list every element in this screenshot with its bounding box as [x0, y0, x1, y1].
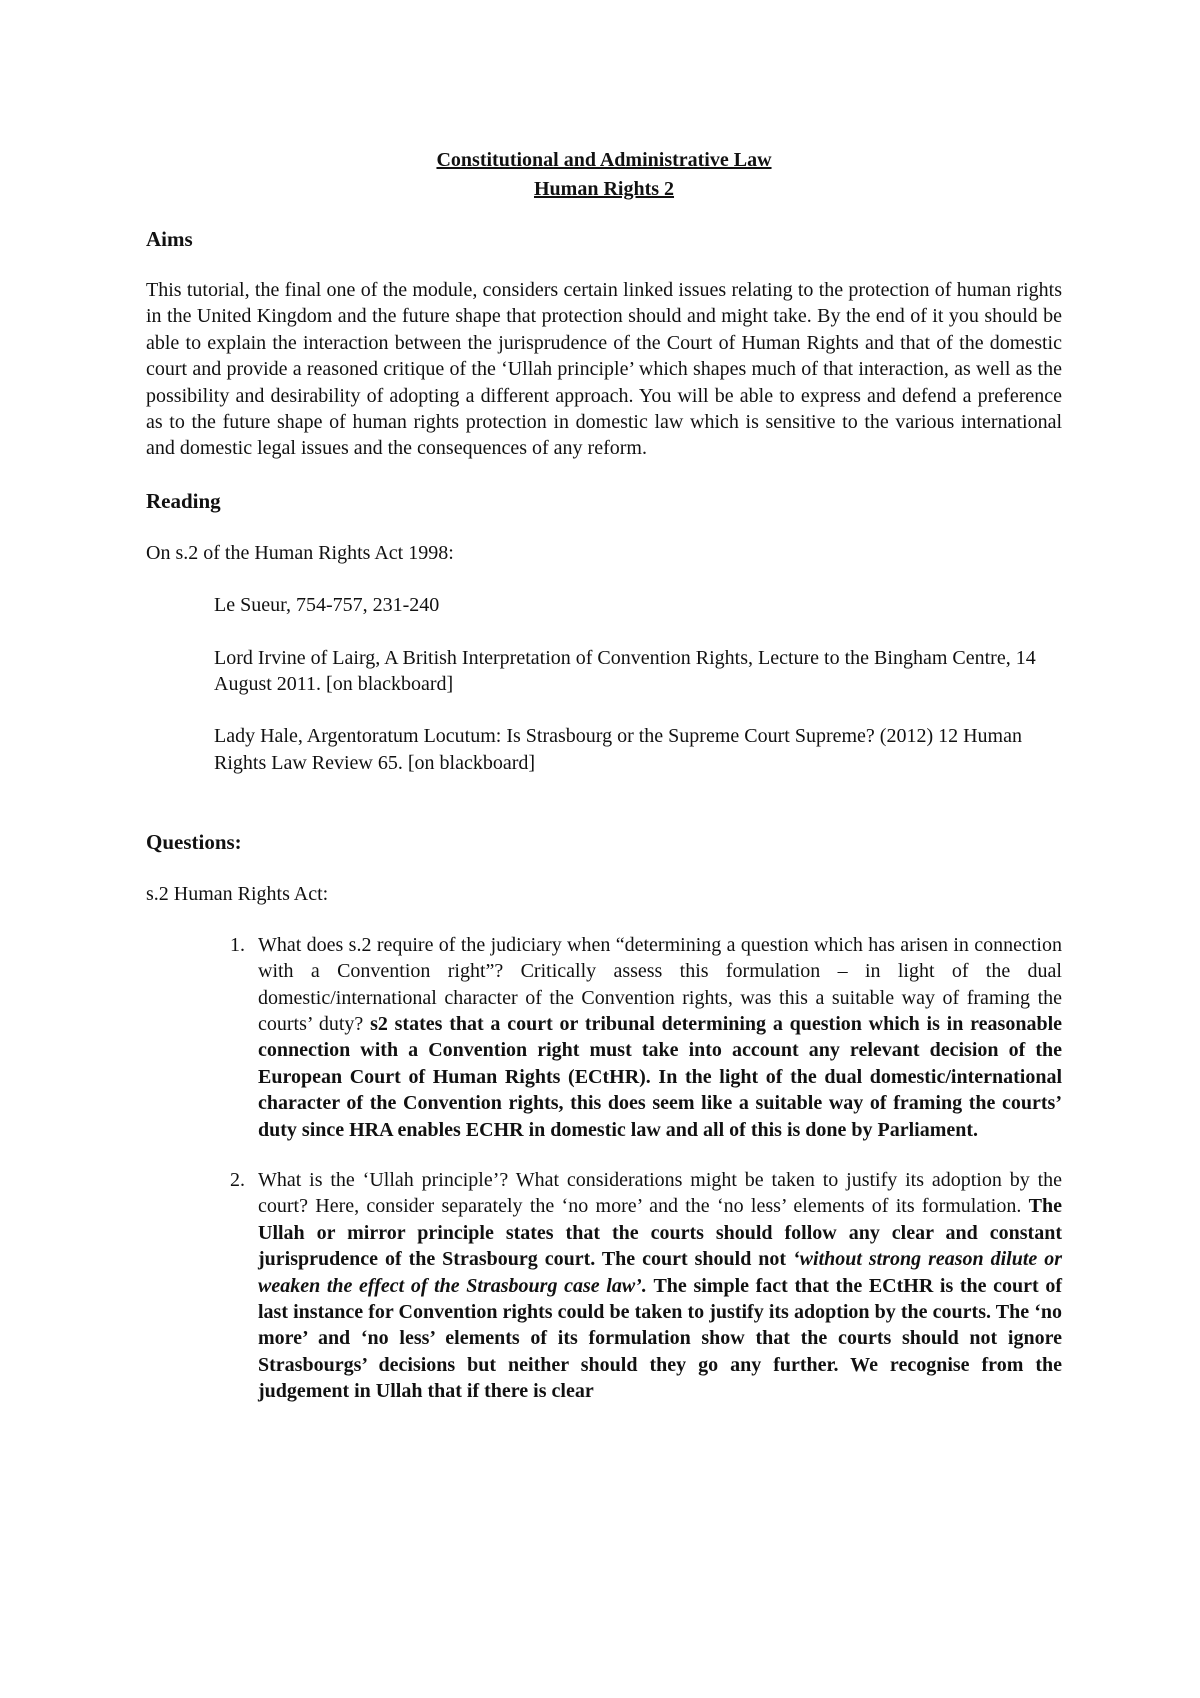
answer-text: s2 states that a court or tribunal determining a question which is in reasonable connection with a Convention right must take into account any relevant decision of the European Court of Human Rights (ECtHR). In the light of the dual domestic/international character of the Convention rights, this does seem like a suitable way of framing the courts’ duty since HRA enables ECHR in domestic law and all of this is done by Parliament. — [258, 1012, 1063, 1141]
question-item — [250, 1167, 1062, 1405]
answer-text: The Ullah or mirror principle states that the courts should follow any clear and constant jurisprudence of the Strasbourg court. The court should not — [258, 1195, 1062, 1271]
document-title — [146, 146, 1062, 204]
reading-heading: Reading — [146, 488, 221, 513]
questions-list — [146, 932, 1062, 1405]
reading-item: Le Sueur, 754-757, 231-240 — [214, 594, 440, 617]
reading-item: Lord Irvine of Lairg, A British Interpretation of Convention Rights, Lecture to the Bingham Centre, 14 August 2011. [on blackboard] — [214, 646, 1036, 696]
title-line-1: Constitutional and Administrative Law — [436, 149, 772, 171]
aims-heading: Aims — [146, 227, 193, 251]
reading-intro: On s.2 of the Human Rights Act 1998: — [146, 541, 454, 564]
reading-item: Lady Hale, Argentoratum Locutum: Is Strasbourg or the Supreme Court Supreme? (2012) 12 Human Rights Law Review 65. [on blackboard] — [214, 725, 1022, 774]
questions-heading: Questions: — [146, 830, 242, 855]
question-item — [250, 932, 1062, 1143]
question-text: What is the ‘Ullah principle’? What considerations might be taken to justify its adoption by the court? Here, consider separately the ‘no more’ and the ‘no less’ elements of its formulation. — [258, 1168, 1062, 1218]
aims-paragraph: This tutorial, the final one of the module, considers certain linked issues relating to the protection of human rights in the United Kingdom and the future shape that protection should and might take. By the end of it you should be able to explain the interaction between the jurisprudence of the Court of Human Rights and that of the domestic court and provide a reasoned critique of the ‘Ullah principle’ which shapes much of that interaction, as well as the possibility and desirability of adopting a different approach. You will be able to express and defend a preference as to the future shape of human rights protection in domestic law which is sensitive to the various international and domestic legal issues and the consequences of any reform. — [146, 279, 1062, 460]
answer-quote: ‘without strong reason dilute or weaken the effect of the Strasbourg case law’. — [258, 1248, 1063, 1297]
answer-text: The simple fact that the ECtHR is the court of last instance for Convention rights could be taken to justify its adoption by the courts. The ‘no more’ and ‘no less’ elements of its formulation show that the courts should not ignore Strasbourgs’ decisions but neither should they go any further. We recognise from the judgement in Ullah that if there is clear — [258, 1274, 1063, 1403]
question-text: What does s.2 require of the judiciary when “determining a question which has arisen in connection with a Convention right”? Critically assess this formulation – in light of the dual domestic/international character of the Convention rights, was this a suitable way of framing the courts’ duty? — [258, 933, 1062, 1035]
title-line-2: Human Rights 2 — [533, 178, 675, 200]
questions-intro: s.2 Human Rights Act: — [146, 883, 329, 906]
